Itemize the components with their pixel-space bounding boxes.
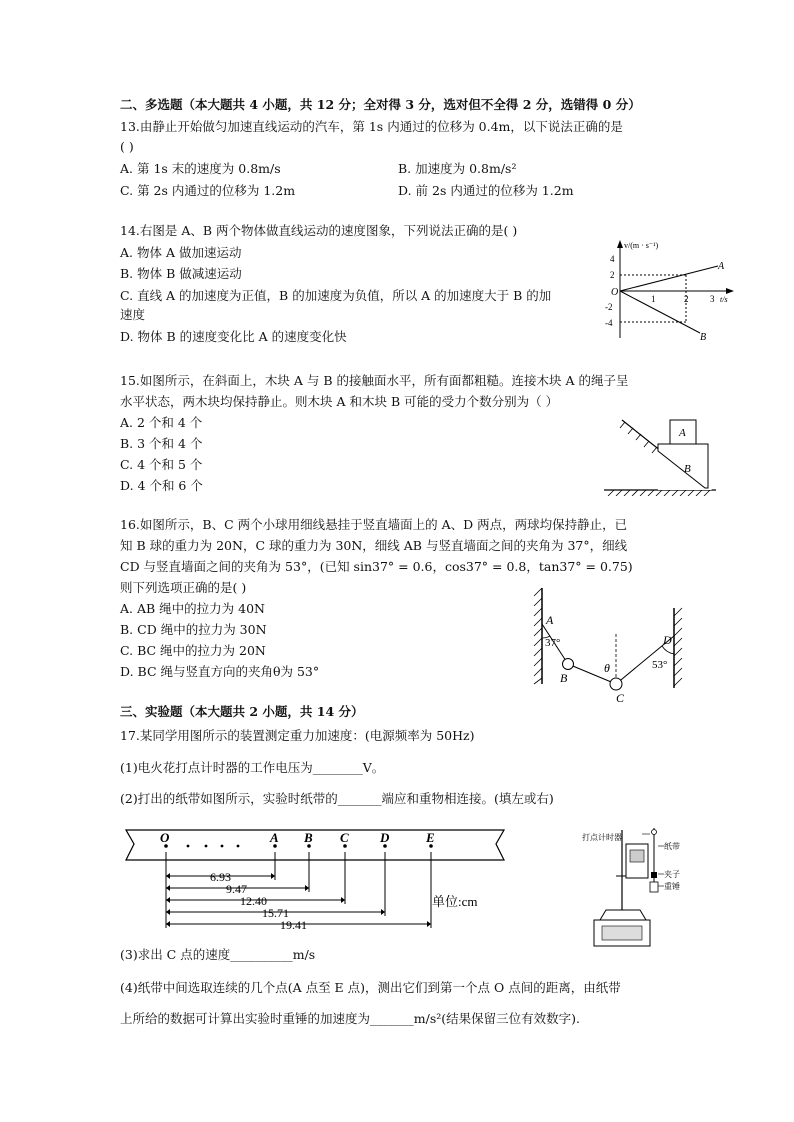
block-b-label: B — [684, 463, 691, 475]
incline-blocks-figure — [600, 412, 720, 496]
point-a-label: A — [546, 613, 554, 627]
q15-stem-line1: 15.如图所示，在斜面上，木块 A 与 B 的接触面水平，所有面都粗糙。连接木块 A 的绳子呈 — [120, 373, 629, 388]
graph-origin: O — [611, 287, 619, 298]
q14-option-b: B. 物体 B 做减速运动 — [120, 266, 242, 281]
q17-part1: (1)电火花打点计时器的工作电压为________V。 — [120, 760, 385, 775]
q14-option-c: C. 直线 A 的加速度为正值，B 的加速度为负值，所以 A 的加速度大于 B 的加 — [120, 288, 552, 303]
tape-unit: 单位:cm — [432, 894, 478, 909]
paper-tape-figure — [118, 822, 510, 934]
label-line-a: A — [718, 261, 725, 272]
distance-ob: 9.47 — [226, 882, 247, 896]
q13-stem: 13.由静止开始做匀加速直线运动的汽车，第 1s 内通过的位移为 0.4m，以下说法正确的是 — [120, 119, 623, 134]
xtick-2: 2 — [684, 294, 689, 304]
q17-part4-line1: (4)纸带中间选取连续的几个点(A 点至 E 点)，测出它们到第一个点 O 点间的距离，由纸带 — [120, 980, 621, 995]
point-d-label: D — [663, 633, 672, 647]
xtick-3: 3 — [710, 294, 715, 304]
tape-point-d: D — [380, 830, 390, 845]
tape-point-c: C — [340, 830, 349, 845]
q15-option-a: A. 2 个和 4 个 — [120, 415, 203, 430]
q15-option-c: C. 4 个和 5 个 — [120, 457, 203, 472]
distance-oe: 19.41 — [280, 918, 307, 932]
q13-option-b: B. 加速度为 0.8m/s² — [398, 161, 517, 176]
ytick-neg4: -4 — [605, 318, 613, 328]
q13-option-d: D. 前 2s 内通过的位移为 1.2m — [398, 183, 574, 198]
q17-part4-line2: 上所给的数据可计算出实验时重锤的加速度为_______m/s²(结果保留三位有效数字). — [120, 1011, 580, 1026]
tape-point-a: A — [270, 830, 279, 845]
graph-xlabel: t/s — [720, 295, 728, 304]
ytick-4: 4 — [610, 254, 615, 264]
q15-option-b: B. 3 个和 4 个 — [120, 436, 203, 451]
graph-ylabel: v/(m · s⁻¹) — [624, 241, 659, 250]
q13-option-a: A. 第 1s 末的速度为 0.8m/s — [120, 161, 281, 176]
angle-53-label: 53° — [652, 659, 668, 671]
q16-option-c: C. BC 绳中的拉力为 20N — [120, 643, 266, 658]
ytick-2: 2 — [610, 270, 615, 280]
tape-point-b: B — [304, 830, 313, 845]
tape-point-o: O — [160, 830, 170, 845]
xtick-1: 1 — [651, 294, 656, 304]
q16-option-d: D. BC 绳与竖直方向的夹角θ为 53° — [120, 664, 320, 679]
section-2-heading: 二、多选题（本大题共 4 小题，共 12 分；全对得 3 分，选对但不全得 2 分，选错得 0 分） — [120, 97, 641, 112]
ball-c-label: C — [616, 691, 625, 705]
q16-stem-line2: 知 B 球的重力为 20N，C 球的重力为 30N，细线 AB 与竖直墙面之间的夹角为 37°，细线 — [120, 538, 628, 553]
distance-od: 15.71 — [262, 906, 289, 920]
label-tape: 纸带 — [664, 842, 680, 851]
velocity-time-graph — [600, 236, 740, 348]
section-3-heading: 三、实验题（本大题共 2 小题，共 14 分） — [120, 704, 364, 719]
q17-part3: (3)求出 C 点的速度__________m/s — [120, 947, 316, 962]
q14-option-a: A. 物体 A 做加速运动 — [120, 245, 242, 260]
q17-part2: (2)打出的纸带如图所示，实验时纸带的_______端应和重物相连接。(填左或右) — [120, 791, 554, 806]
q14-option-d: D. 物体 B 的速度变化比 A 的速度变化快 — [120, 329, 347, 344]
ball-b-label: B — [560, 671, 568, 685]
q15-stem-line2: 水平状态，两木块均保持静止。则木块 A 和木块 B 可能的受力个数分别为（ ） — [120, 394, 559, 409]
q14-stem: 14.右图是 A、B 两个物体做直线运动的速度图象，下列说法正确的是( ) — [120, 223, 518, 238]
q16-stem-line1: 16.如图所示，B、C 两个小球用细线悬挂于竖直墙面上的 A、D 两点，两球均保持静止，已 — [120, 517, 628, 532]
q13-option-c: C. 第 2s 内通过的位移为 1.2m — [120, 183, 296, 198]
q16-option-a: A. AB 绳中的拉力为 40N — [120, 601, 265, 616]
block-a-label: A — [679, 427, 686, 439]
q17-stem: 17.某同学用图所示的装置测定重力加速度：(电源频率为 50Hz) — [120, 728, 475, 743]
q14-option-c-cont: 速度 — [120, 307, 146, 322]
apparatus-figure — [580, 824, 700, 952]
label-weight: 重锤 — [664, 882, 680, 891]
line-a — [620, 266, 718, 291]
tape-point-e: E — [426, 830, 435, 845]
q15-option-d: D. 4 个和 6 个 — [120, 478, 203, 493]
label-timer: 打点计时器 — [582, 833, 622, 842]
label-line-b: B — [700, 332, 707, 343]
theta-label: θ — [604, 661, 610, 675]
label-clip: 夹子 — [664, 870, 680, 879]
distance-oa: 6.93 — [210, 870, 231, 884]
q16-stem-line4: 则下列选项正确的是( ) — [120, 580, 247, 595]
q13-paren: ( ) — [120, 139, 134, 154]
distance-oc: 12.40 — [240, 894, 267, 908]
q16-option-b: B. CD 绳中的拉力为 30N — [120, 622, 267, 637]
ytick-neg2: -2 — [605, 302, 613, 312]
q16-stem-line3: CD 与竖直墙面之间的夹角为 53°，(已知 sin37° = 0.6，cos37° = 0.8，tan37° = 0.75) — [120, 559, 633, 574]
hanging-balls-figure — [528, 584, 688, 706]
angle-37-label: 37° — [545, 637, 561, 649]
